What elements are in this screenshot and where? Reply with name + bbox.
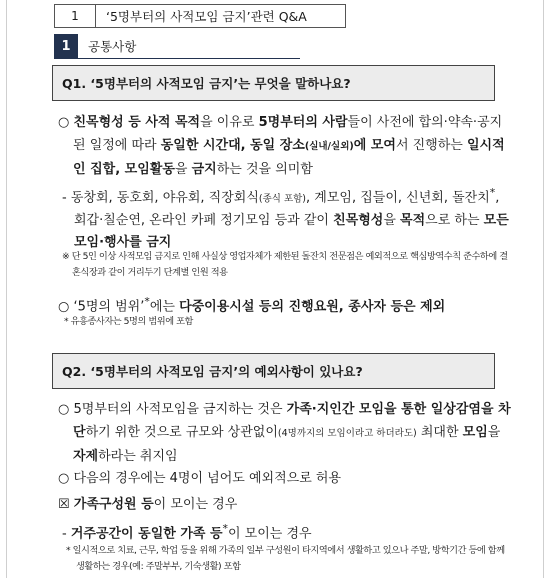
q1-heading: Q1. ‘5명부터의 사적모임 금지’는 무엇을 말하나요?: [52, 65, 495, 101]
q1-footnote-exception: ※ 단 5인 이상 사적모임 금지로 인해 사실상 영업자체가 제한된 돌잔치 전문점은 예외적으로 핵심방역수칙 준수하에 결혼식장과 같이 거리두기 단계별 인원 적용: [62, 251, 508, 278]
q2-item-family-members: ☒ 가족구성원 등이 모이는 경우: [58, 497, 238, 512]
q1-footnote-range: * 유흥종사자는 5명의 범위에 포함: [64, 316, 193, 327]
document-title: ‘5명부터의 사적모임 금지’관련 Q&A: [96, 4, 346, 28]
q2-paragraph-purpose: ○ 5명부터의 사적모임을 금지하는 것은 가족·지인간 모임을 통한 일상감염을 차단하기 위한 것으로 규모와 상관없이(4명까지의 모임이라고 하더라도) 최대한 모임을 자제하라는 취지임: [58, 402, 511, 464]
q2-paragraph-exceptions: ○ 다음의 경우에는 4명이 넘어도 예외적으로 허용: [58, 471, 342, 486]
section-title: 공통사항: [88, 39, 137, 54]
title-number: 1: [54, 4, 96, 28]
q2-footnote-residence: * 일시적으로 치료, 근무, 학업 등을 위해 가족의 일부 구성원이 타지역에서 생활하고 있으나 주말, 방학기간 등에 함께 생활하는 경우(예: 주말부부, 기숙생활) 포함: [66, 545, 505, 572]
q1-paragraph-examples: - 동창회, 동호회, 야유회, 직장회식(종식 포함), 계모임, 집들이, 신년회, 돌잔치*, 회갑·칠순연, 온라인 카페 정기모임 등과 같이 친목형성을 목적으로 하는 모든 모임·행사를 금지: [62, 186, 509, 251]
q1-paragraph-range: ○ ‘5명의 범위’*에는 다중이용시설 등의 진행요원, 종사자 등은 제외: [58, 295, 446, 315]
q2-heading: Q2. ‘5명부터의 사적모임 금지’의 예외사항이 있나요?: [52, 353, 495, 389]
document-title-bar: [54, 4, 346, 28]
q2-item-same-residence: - 거주공간이 동일한 가족 등*이 모이는 경우: [62, 522, 312, 542]
q1-paragraph-definition: ○ 친목형성 등 사적 목적을 이유로 5명부터의 사람들이 사전에 합의·약속·공지된 일정에 따라 동일한 시간대, 동일 장소(실내/실외)에 모여서 진행하는 일시적인 집합, 모임활동을 금지하는 것을 의미함: [58, 115, 505, 177]
section-header: [54, 34, 300, 59]
section-number: 1: [54, 34, 78, 58]
